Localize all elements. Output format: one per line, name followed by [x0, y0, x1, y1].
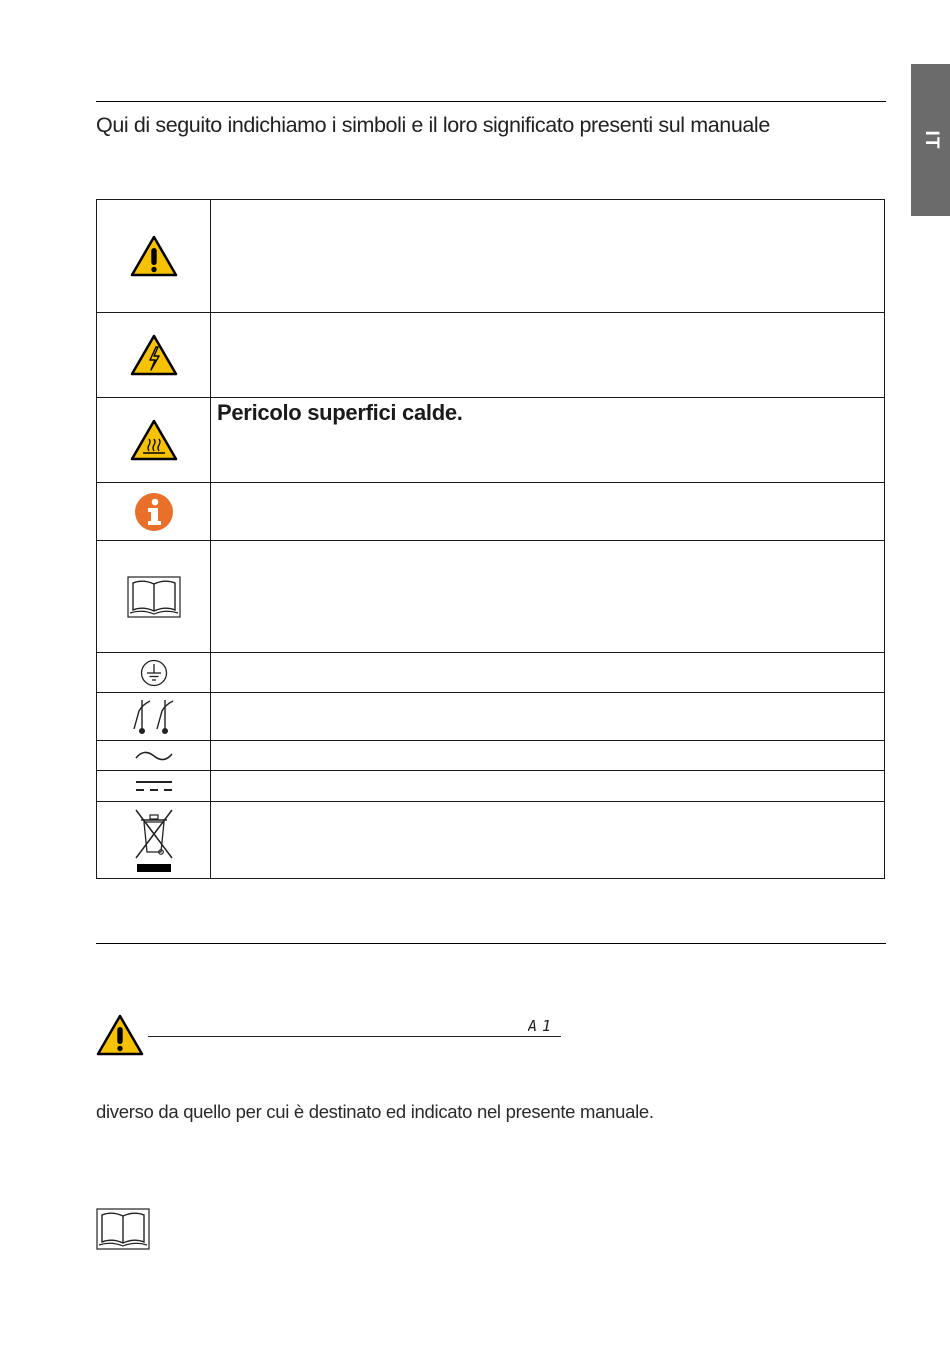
icon-cell [97, 483, 211, 541]
intro-text: Qui di seguito indichiamo i simboli e il loro significato presenti sul manuale [96, 113, 770, 137]
icon-cell [97, 313, 211, 398]
thermostat-icon [130, 697, 178, 737]
section-rule [96, 943, 886, 944]
table-row [97, 653, 885, 693]
alternating-current-icon [134, 748, 174, 764]
icon-cell [97, 802, 211, 879]
icon-cell [97, 398, 211, 483]
description-cell [211, 771, 885, 802]
table-row [97, 483, 885, 541]
description-cell [211, 313, 885, 398]
description-cell [211, 483, 885, 541]
description-cell: Pericolo superfici calde. [211, 398, 885, 483]
description-cell [211, 541, 885, 653]
display-code [528, 1016, 560, 1034]
table-row [97, 771, 885, 802]
table-row [97, 398, 885, 483]
top-rule [96, 101, 886, 102]
info-icon [134, 492, 174, 532]
table-row [97, 313, 885, 398]
table-row [97, 200, 885, 313]
description-cell [211, 200, 885, 313]
table-row [97, 541, 885, 653]
symbols-table [96, 199, 885, 879]
read-manual-icon [127, 576, 181, 618]
ground-icon [140, 659, 168, 687]
hot-surface-warning-icon [130, 419, 178, 461]
direct-current-icon [134, 779, 174, 793]
icon-cell [97, 741, 211, 771]
icon-cell [97, 771, 211, 802]
table-row [97, 741, 885, 771]
electric-shock-warning-icon [130, 334, 178, 376]
text-underline [148, 1036, 561, 1037]
icon-cell [97, 200, 211, 313]
warning-exclamation-icon [130, 235, 178, 277]
display-code-text: A1 [528, 1017, 557, 1034]
table-row [97, 693, 885, 741]
description-cell [211, 802, 885, 879]
language-tab [911, 64, 950, 216]
description-cell [211, 741, 885, 771]
description-cell [211, 693, 885, 741]
icon-cell [97, 541, 211, 653]
icon-cell [97, 653, 211, 693]
warning-exclamation-icon [96, 1014, 144, 1056]
read-manual-icon [96, 1208, 150, 1250]
icon-cell [97, 693, 211, 741]
table-row [97, 802, 885, 879]
language-tab-label: IT [920, 130, 942, 150]
paragraph-text: diverso da quello per cui è destinato ed indicato nel presente manuale. [96, 1101, 654, 1122]
description-cell [211, 653, 885, 693]
weee-bin-icon [132, 806, 176, 874]
